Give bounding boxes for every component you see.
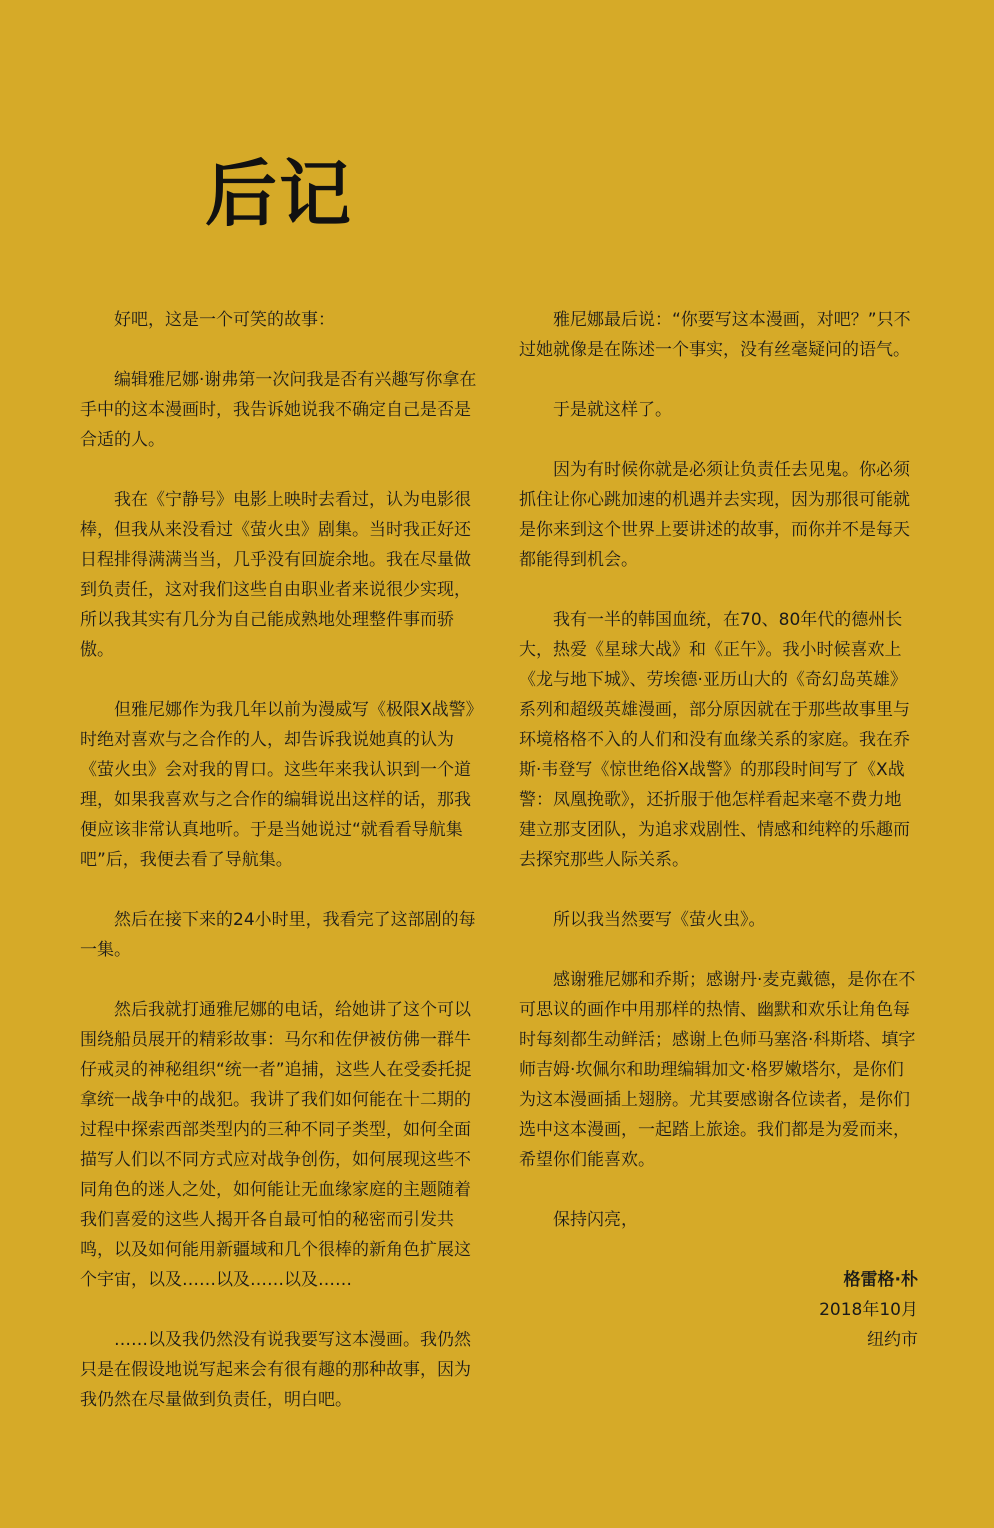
signature-block: [519, 1265, 918, 1355]
paragraph: 好吧，这是一个可笑的故事：: [114, 310, 335, 330]
signature-date: 2018年10月: [819, 1300, 918, 1320]
right-column: [519, 305, 918, 1355]
signature-place: 纽约市: [867, 1330, 918, 1350]
left-column: [80, 305, 478, 1445]
paragraph: 于是就这样了。: [553, 400, 672, 420]
paragraph: 保持闪亮，: [553, 1210, 638, 1230]
paragraph: 我有一半的韩国血统，在70、80年代的德州长大，热爱《星球大战》和《正午》。我小时候喜欢上《龙与地下城》、劳埃德·亚历山大的《奇幻岛英雄》系列和超级英雄漫画，部分原因就在于那些故事里与环境格格不入的人们和没有血缘关系的家庭。我在乔斯·韦登写《惊世绝俗X战警》的那段时间写了《X战警：凤凰挽歌》，还折服于他怎样看起来毫不费力地建立那支团队，为追求戏剧性、情感和纯粹的乐趣而去探究那些人际关系。: [519, 610, 910, 870]
author-name: 格雷格·朴: [843, 1270, 918, 1290]
paragraph: 但雅尼娜作为我几年以前为漫威写《极限X战警》时绝对喜欢与之合作的人，却告诉我说她真的认为《萤火虫》会对我的胃口。这些年来我认识到一个道理，如果我喜欢与之合作的编辑说出这样的话，那我便应该非常认真地听。于是当她说过“就看看导航集吧”后，我便去看了导航集。: [80, 700, 475, 870]
paragraph: ……以及我仍然没有说我要写这本漫画。我仍然只是在假设地说写起来会有很有趣的那种故事，因为我仍然在尽量做到负责任，明白吧。: [80, 1330, 471, 1410]
paragraph: 我在《宁静号》电影上映时去看过，认为电影很棒，但我从来没看过《萤火虫》剧集。当时我正好还日程排得满满当当，几乎没有回旋余地。我在尽量做到负责任，这对我们这些自由职业者来说很少实现，所以我其实有几分为自己能成熟地处理整件事而骄傲。: [80, 490, 471, 660]
paragraph: 编辑雅尼娜·谢弗第一次问我是否有兴趣写你拿在手中的这本漫画时，我告诉她说我不确定自己是否是合适的人。: [80, 370, 477, 450]
page-title: 后记: [205, 152, 354, 236]
paragraph: 因为有时候你就是必须让负责任去见鬼。你必须抓住让你心跳加速的机遇并去实现，因为那很可能就是你来到这个世界上要讲述的故事，而你并不是每天都能得到机会。: [519, 460, 910, 570]
paragraph: 感谢雅尼娜和乔斯；感谢丹·麦克戴德，是你在不可思议的画作中用那样的热情、幽默和欢乐让角色每时每刻都生动鲜活；感谢上色师马塞洛·科斯塔、填字师吉姆·坎佩尔和助理编辑加文·格罗嫩塔尔，是你们为这本漫画插上翅膀。尤其要感谢各位读者，是你们选中这本漫画，一起踏上旅途。我们都是为爱而来，希望你们能喜欢。: [519, 970, 916, 1170]
paragraph: 然后在接下来的24小时里，我看完了这部剧的每一集。: [80, 910, 476, 960]
paragraph: 所以我当然要写《萤火虫》。: [553, 910, 766, 930]
paragraph: 雅尼娜最后说：“你要写这本漫画，对吧？”只不过她就像是在陈述一个事实，没有丝毫疑问的语气。: [519, 310, 911, 360]
paragraph: 然后我就打通雅尼娜的电话，给她讲了这个可以围绕船员展开的精彩故事：马尔和佐伊被仿佛一群牛仔戒灵的神秘组织“统一者”追捕，这些人在受委托捉拿统一战争中的战犯。我讲了我们如何能在十二期的过程中探索西部类型内的三种不同子类型，如何全面描写人们以不同方式应对战争创伤，如何展现这些不同角色的迷人之处，如何能让无血缘家庭的主题随着我们喜爱的这些人揭开各自最可怕的秘密而引发共鸣，以及如何能用新疆域和几个很棒的新角色扩展这个宇宙，以及……以及……以及……: [80, 1000, 472, 1290]
